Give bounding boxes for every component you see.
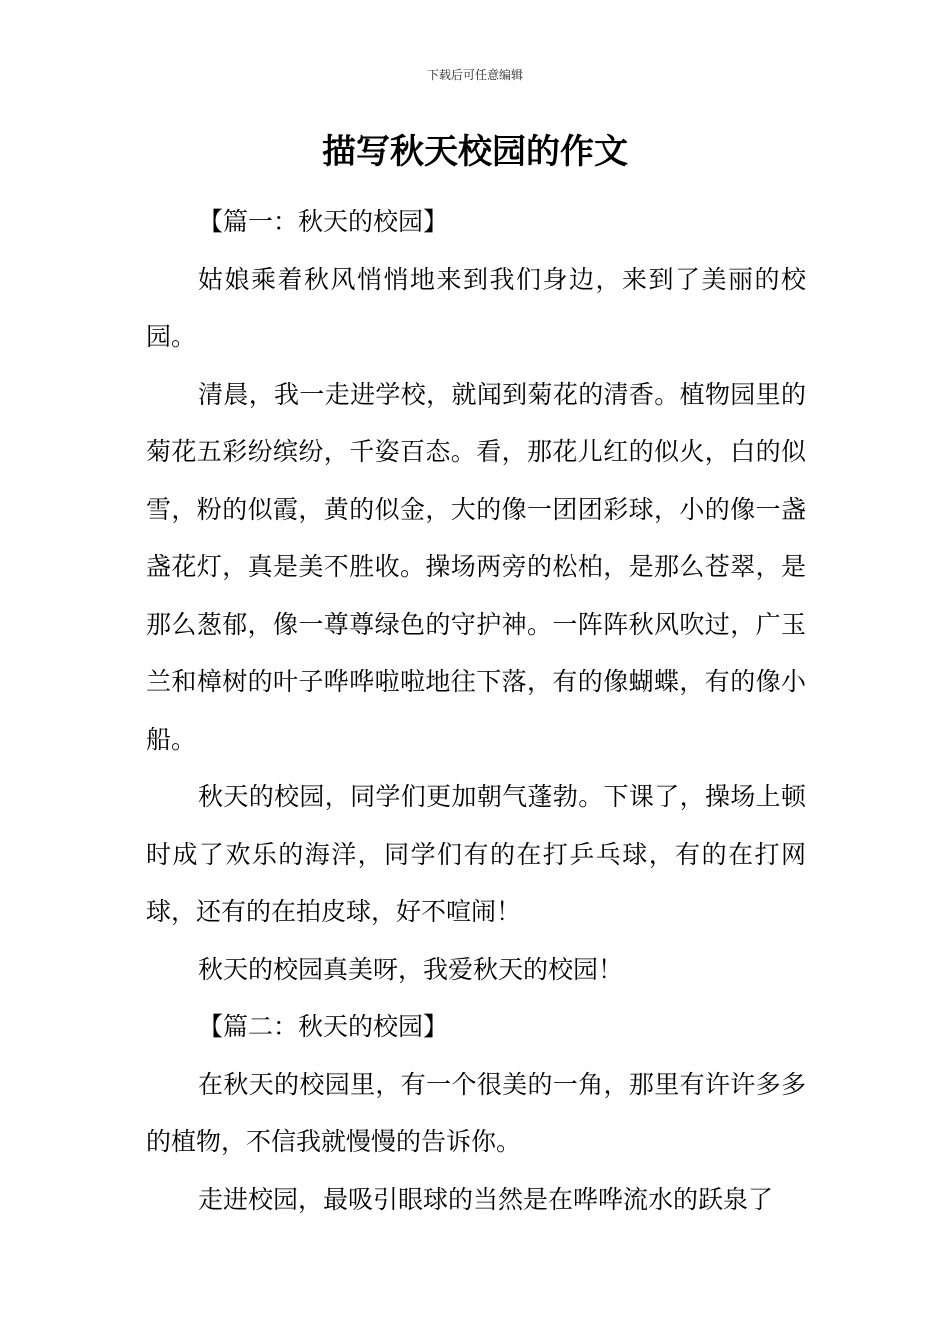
paragraph-5: 在秋天的校园里，有一个很美的一角，那里有许许多多的植物，不信我就慢慢的告诉你。: [146, 1069, 806, 1156]
header-note: 下载后可任意编辑: [426, 68, 523, 82]
document-title: 描写秋天校园的作文: [322, 132, 628, 172]
section-heading-1: 【篇一：秋天的校园】: [198, 207, 449, 236]
paragraph-2: 清晨，我一走进学校，就闻到菊花的清香。植物园里的菊花五彩纷缤纷，千姿百态。看，那花儿红的似火，白的似雪，粉的似霞，黄的似金，大的像一团团彩球，小的像一盏盏花灯，真是美不胜收。操场两旁的松柏，是那么苍翠，是那么葱郁，像一尊尊绿色的守护神。一阵阵秋风吹过，广玉兰和樟树的叶子哗哗啦啦地往下落，有的像蝴蝶，有的像小船。: [146, 379, 806, 754]
paragraph-4: 秋天的校园真美呀，我爱秋天的校园！: [198, 954, 624, 984]
paragraph-6: 走进校园，最吸引眼球的当然是在哗哗流水的跃泉了: [198, 1184, 774, 1214]
section-heading-2: 【篇二：秋天的校园】: [198, 1012, 449, 1041]
document-body: [146, 193, 806, 1228]
paragraph-3: 秋天的校园，同学们更加朝气蓬勃。下课了，操场上顿时成了欢乐的海洋，同学们有的在打乒乓球，有的在打网球，还有的在拍皮球，好不喧闹！: [146, 782, 806, 926]
paragraph-1: 姑娘乘着秋风悄悄地来到我们身边，来到了美丽的校园。: [146, 264, 806, 351]
